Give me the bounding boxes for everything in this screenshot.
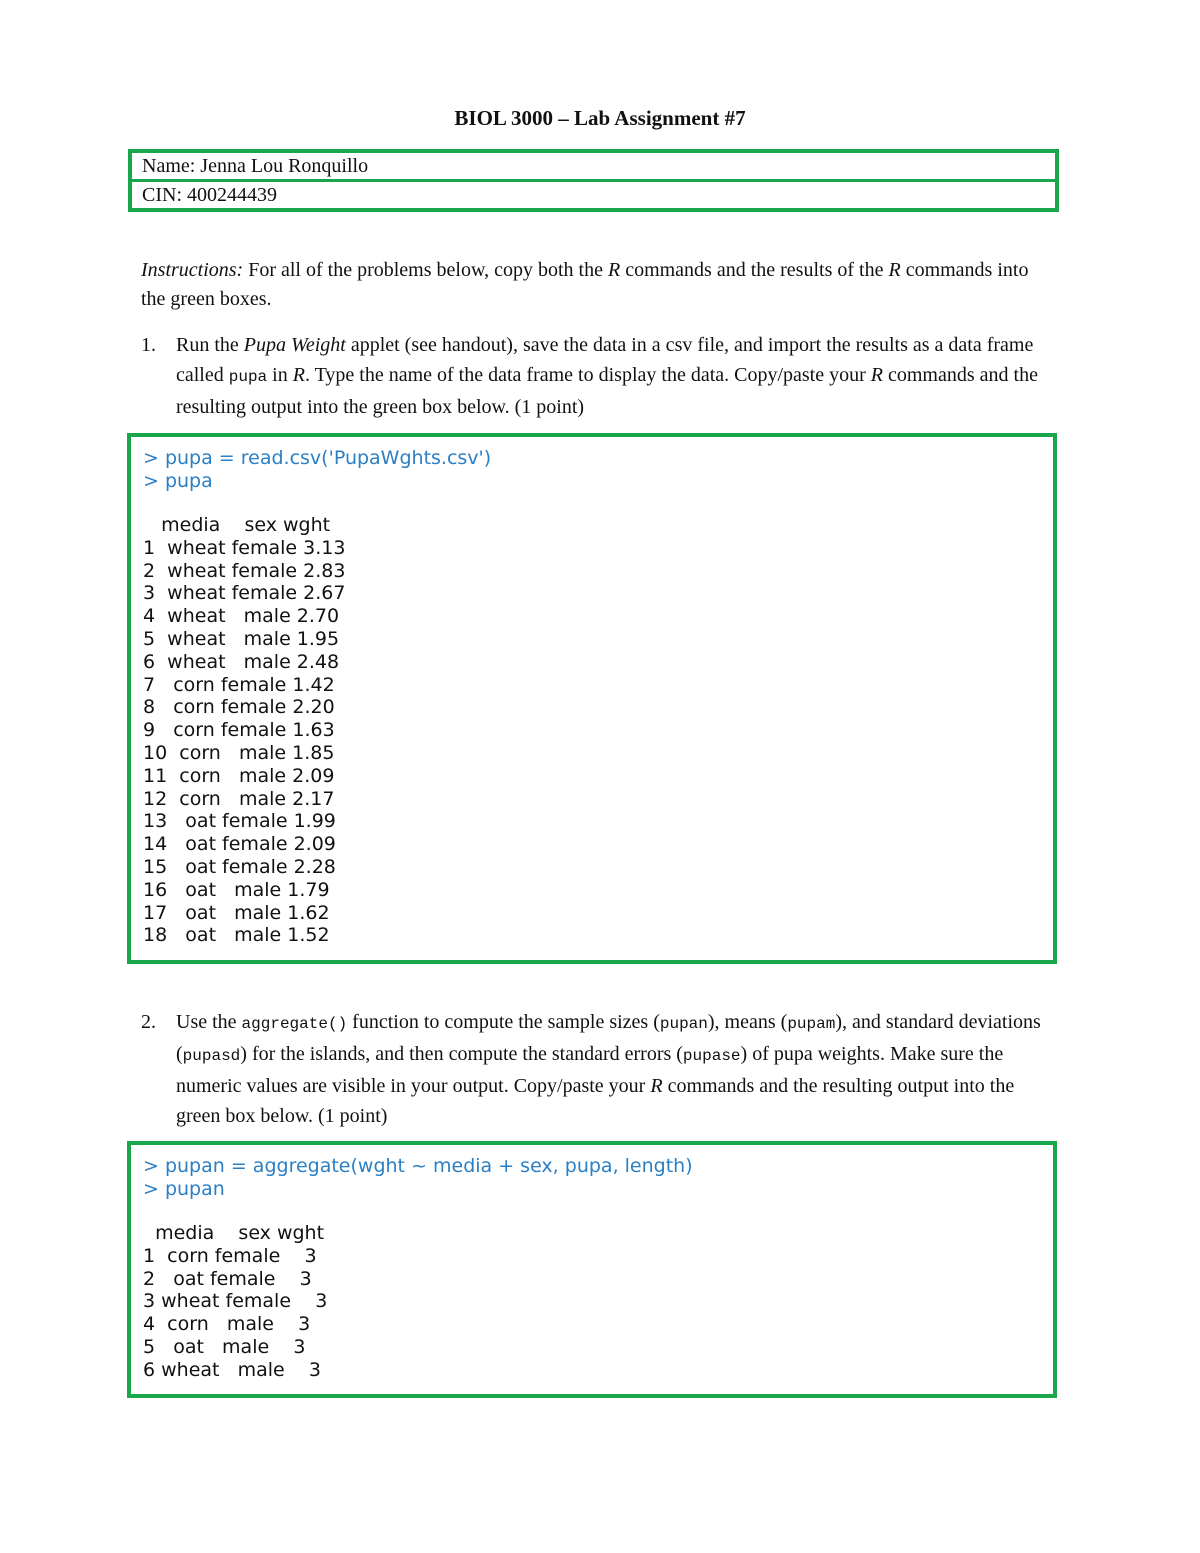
output-line: 9 corn female 1.63 (143, 719, 335, 742)
output-line: 16 oat male 1.79 (143, 878, 330, 901)
answer-box-1 (127, 433, 1057, 964)
output-line: 1 corn female 3 (143, 1244, 317, 1267)
question-number: 2. (141, 1011, 156, 1033)
output-line: 15 oat female 2.28 (143, 855, 336, 878)
r-command: > pupan = aggregate(wght ~ media + sex, pupa, length) (143, 1155, 693, 1177)
instructions-label: Instructions: (141, 259, 244, 281)
output-line: 2 oat female 3 (143, 1267, 312, 1290)
output-line: 6 wheat male 3 (143, 1358, 321, 1381)
output-line: 8 corn female 2.20 (143, 696, 335, 719)
instructions: Instructions: For all of the problems below, copy both the R commands and the results of the R commands into the green boxes. (141, 259, 1029, 310)
r-command: > pupa (143, 470, 213, 492)
output-line: 5 oat male 3 (143, 1335, 306, 1358)
question-1 (141, 330, 1051, 422)
page-title: BIOL 3000 – Lab Assignment #7 (454, 106, 746, 130)
output-line: 13 oat female 1.99 (143, 810, 336, 833)
question-text: Use the aggregate() function to compute the sample sizes (pupan), means (pupam), and standard deviations (pupasd) for the islands, and then compute the standard errors (pupase) of pupa weights. Make sure the numeric values are visible in your output. Copy/paste your R commands and the resulting output into the green box below. (1 point) (176, 1011, 1041, 1127)
name-field: Name: Jenna Lou Ronquillo (142, 155, 369, 177)
output-line: 1 wheat female 3.13 (143, 536, 346, 559)
output-line: 17 oat male 1.62 (143, 901, 330, 924)
output-line: 3 wheat female 2.67 (143, 582, 346, 605)
question-number: 1. (141, 334, 156, 356)
output-line: 11 corn male 2.09 (143, 764, 335, 787)
output-line: 4 wheat male 2.70 (143, 605, 340, 628)
output-line: 3 wheat female 3 (143, 1290, 328, 1313)
question-text: Run the Pupa Weight applet (see handout), save the data in a csv file, and import the results as a data frame called pupa in R. Type the name of the data frame to display the data. Copy/paste your R commands and the resulting output into the green box below. (1 point) (176, 334, 1038, 418)
output-line: 6 wheat male 2.48 (143, 650, 340, 673)
output-line: 4 corn male 3 (143, 1313, 311, 1336)
output-line: 2 wheat female 2.83 (143, 559, 346, 582)
output-line: media sex wght (143, 1222, 325, 1244)
output-line: media sex wght (143, 514, 331, 536)
student-info-box (128, 149, 1059, 212)
output-line: 18 oat male 1.52 (143, 924, 330, 947)
question-2 (141, 1007, 1051, 1131)
output-line: 7 corn female 1.42 (143, 673, 335, 696)
output-line: 5 wheat male 1.95 (143, 627, 340, 650)
r-command: > pupa = read.csv('PupaWghts.csv') (143, 447, 492, 469)
answer-box-2 (127, 1141, 1057, 1398)
output-line: 12 corn male 2.17 (143, 787, 335, 810)
r-command: > pupan (143, 1178, 225, 1200)
cin-field: CIN: 400244439 (132, 179, 1055, 208)
output-line: 10 corn male 1.85 (143, 741, 335, 764)
output-line: 14 oat female 2.09 (143, 833, 336, 856)
